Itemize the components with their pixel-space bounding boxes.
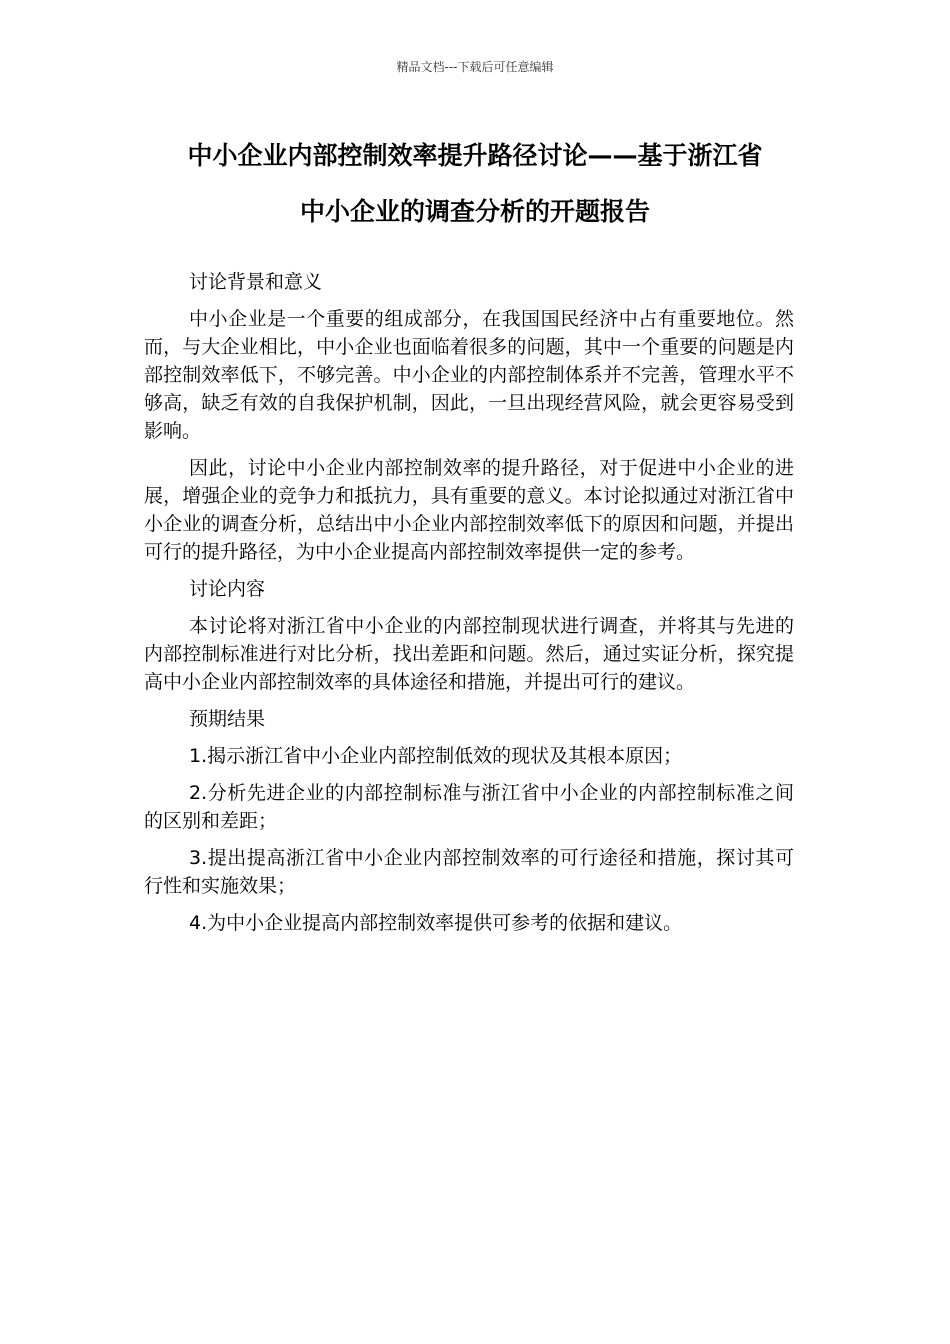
section-heading-content: 讨论内容 (189, 578, 266, 600)
header-note: 精品文档---下载后可任意编辑 (396, 60, 554, 74)
section-heading-background: 讨论背景和意义 (189, 271, 323, 293)
result-item: 3.提出提高浙江省中小企业内部控制效率的可行途径和措施，探讨其可行性和实施效果； (144, 847, 794, 897)
paragraph: 因此，讨论中小企业内部控制效率的提升路径，对于促进中小企业的进展，增强企业的竞争力和抵抗力，具有重要的意义。本讨论拟通过对浙江省中小企业的调查分析，总结出中小企业内部控制效率低下的原因和问题，并提出可行的提升路径，为中小企业提高内部控制效率提供一定的参考。 (144, 457, 794, 563)
paragraph: 中小企业是一个重要的组成部分，在我国国民经济中占有重要地位。然而，与大企业相比，中小企业也面临着很多的问题，其中一个重要的问题是内部控制效率低下，不够完善。中小企业的内部控制体系并不完善，管理水平不够高，缺乏有效的自我保护机制，因此，一旦出现经营风险，就会更容易受到影响。 (144, 308, 794, 442)
document-body (144, 268, 794, 946)
title-line-2: 中小企业的调查分析的开题报告 (299, 197, 650, 226)
result-item: 4.为中小企业提高内部控制效率提供可参考的依据和建议。 (189, 912, 683, 934)
section-heading-results: 预期结果 (189, 708, 266, 730)
result-item: 1.揭示浙江省中小企业内部控制低效的现状及其根本原因； (189, 745, 683, 767)
document-title (140, 128, 810, 240)
result-item: 2.分析先进企业的内部控制标准与浙江省中小企业的内部控制标准之间的区别和差距； (144, 782, 794, 832)
paragraph: 本讨论将对浙江省中小企业的内部控制现状进行调查，并将其与先进的内部控制标准进行对比分析，找出差距和问题。然后，通过实证分析，探究提高中小企业内部控制效率的具体途径和措施，并提出可行的建议。 (144, 615, 794, 693)
title-line-1: 中小企业内部控制效率提升路径讨论——基于浙江省 (187, 141, 763, 170)
